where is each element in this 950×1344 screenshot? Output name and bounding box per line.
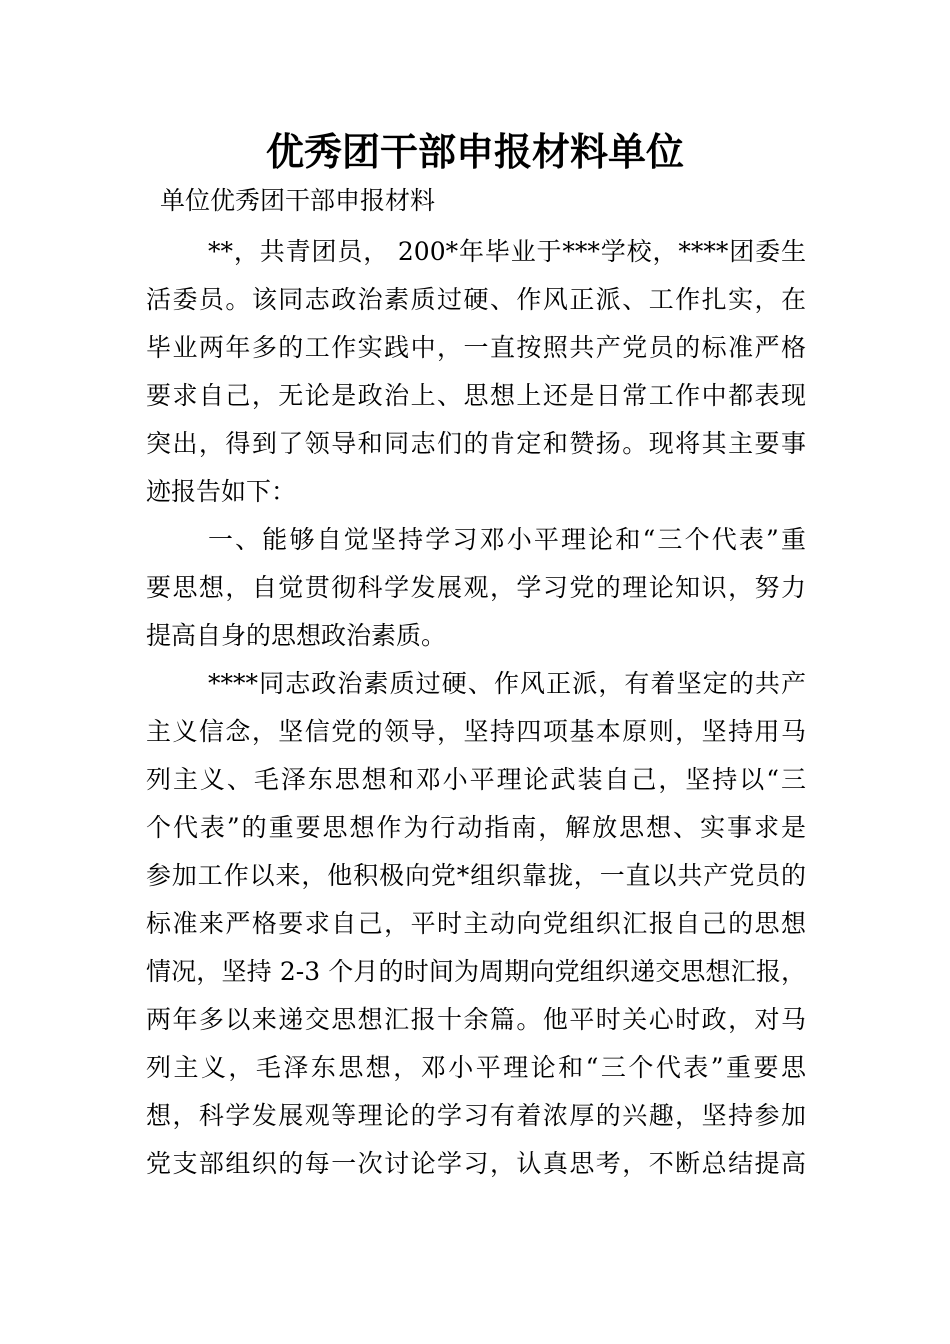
paragraph-line: 参加工作以来，他积极向党*组织靠拢，一直以共产党员的 [146,861,806,890]
paragraph-line: **，共青团员， 200*年毕业于***学校，****团委生 [208,237,806,266]
paragraph-line: 两年多以来递交思想汇报十余篇。他平时关心时政，对马 [146,1005,806,1034]
paragraph-line: 想，科学发展观等理论的学习有着浓厚的兴趣，坚持参加 [146,1101,806,1130]
paragraph-line: 个代表”的重要思想作为行动指南，解放思想、实事求是 [146,813,806,842]
paragraph-line: 突出，得到了领导和同志们的肯定和赞扬。现将其主要事 [146,429,806,458]
paragraph-line: 要求自己，无论是政治上、思想上还是日常工作中都表现 [146,381,806,410]
paragraph-line: 活委员。该同志政治素质过硬、作风正派、工作扎实，在 [146,285,806,314]
document-title: 优秀团干部申报材料单位 [265,130,684,174]
paragraph-line: ****同志政治素质过硬、作风正派，有着坚定的共产 [208,669,806,698]
document-subtitle: 单位优秀团干部申报材料 [160,186,436,215]
paragraph-section-heading [146,516,806,660]
paragraph-line: 一、能够自觉坚持学习邓小平理论和“三个代表”重 [208,525,806,554]
paragraph-line: 情况，坚持 2-3 个月的时间为周期向党组织递交思想汇报， [146,957,806,986]
paragraph-body [146,660,806,1188]
paragraph-line: 提高自身的思想政治素质。 [146,621,447,650]
paragraph-line: 列主义，毛泽东思想，邓小平理论和“三个代表”重要思 [146,1053,806,1082]
paragraph-line: 列主义、毛泽东思想和邓小平理论武装自己，坚持以“三 [146,765,806,794]
paragraph-intro [146,228,806,516]
paragraph-line: 迹报告如下： [146,477,297,506]
paragraph-line: 党支部组织的每一次讨论学习，认真思考，不断总结提高 [146,1149,806,1178]
paragraph-line: 毕业两年多的工作实践中，一直按照共产党员的标准严格 [146,333,806,362]
paragraph-line: 主义信念，坚信党的领导，坚持四项基本原则，坚持用马 [146,717,806,746]
paragraph-line: 标准来严格要求自己，平时主动向党组织汇报自己的思想 [146,909,806,938]
paragraph-line: 要思想，自觉贯彻科学发展观，学习党的理论知识，努力 [146,573,806,602]
document-body [146,228,806,1188]
